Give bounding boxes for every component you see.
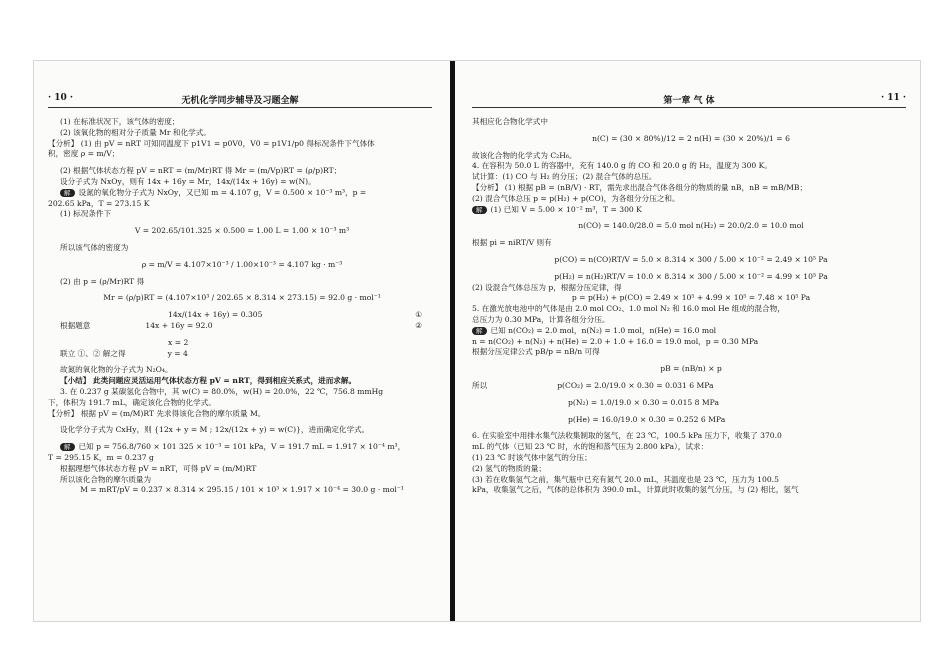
- text-line: 其相应化合物化学式中: [472, 117, 548, 126]
- equation-line: p(CO) = n(CO)RT/V = 5.0 × 8.314 × 300 / 5.00 × 10⁻² = 2.49 × 10⁵ Pa: [554, 254, 828, 264]
- question-line: 3. 在 0.237 g 某碳氢化合物中，其 w(C) = 80.0%，w(H) = 20.0%，22 ℃，756.8 mmHg: [60, 386, 384, 396]
- equation-line: M = mRT/pV = 0.237 × 8.314 × 295.15 / 101 × 10³ × 1.917 × 10⁻⁴ = 30.0 g · mol⁻¹: [80, 485, 404, 495]
- book-title: 无机化学同步辅导及习题全解: [181, 96, 299, 106]
- text-line: (2) 由 p = (ρ/Mr)RT 得: [60, 276, 145, 286]
- scanned-book-spread: [33, 60, 921, 622]
- solution-y: y = 4: [167, 348, 188, 358]
- text-line: 故氮的氧化物的分子式为 N₂O₄。: [60, 365, 173, 375]
- equation-line: n(CO) = 140.0/28.0 = 5.0 mol n(H₂) = 20.0/2.0 = 10.0 mol: [578, 221, 804, 231]
- question-line: 5. 在激光放电池中的气体是由 2.0 mol CO₂、1.0 mol N₂ 和 16.0 mol He 组成的混合物，: [472, 304, 785, 314]
- equation-line: p = p(H₂) + p(CO) = 2.49 × 10⁵ + 4.99 × 10⁵ = 7.48 × 10⁵ Pa: [571, 293, 811, 303]
- text-line: 【分析】 (1) 由 pV = nRT 可知同温度下 p1V1 = p0V0，V0 = p1V1/p0 得标况条件下气体体: [48, 138, 375, 148]
- solution-line: 解 已知 n(CO₂) = 2.0 mol，n(N₂) = 1.0 mol，n(He) = 16.0 mol: [472, 326, 910, 337]
- solution-line: 解 (1) 已知 V = 5.00 × 10⁻² m³，T = 300 K: [472, 205, 910, 216]
- equation-line: p(He) = 16.0/19.0 × 0.30 = 0.252 6 MPa: [568, 414, 726, 424]
- answer-tag: 解: [472, 206, 487, 214]
- text-line: 设分子式为 NxOy，则有 14x + 16y = Mr，14x/(14x + 16y) = w(N)。: [60, 176, 316, 186]
- text-line: 故该化合物的化学式为 C₂H₆。: [472, 150, 577, 160]
- question-line: 6. 在实验室中用排水集气法收集制取的氢气，在 23 ℃，100.5 kPa 压力下，收集了 370.0: [472, 431, 782, 441]
- right-page: [458, 61, 920, 621]
- right-page-number: · 11 ·: [880, 93, 906, 103]
- text-line: (2) 混合气体总压 p = p(H₂) + p(CO)，为各组分分压之和。: [472, 193, 680, 203]
- right-page-body: [472, 117, 910, 496]
- question-line: mL 的气体（已知 23 ℃ 时，水的饱和蒸气压为 2.800 kPa），试求：: [472, 442, 709, 452]
- chapter-title: 第一章 气 体: [663, 96, 715, 106]
- question-line: 总压力为 0.30 MPa，计算各组分分压。: [472, 314, 610, 324]
- eq-marker-2: ②: [415, 320, 422, 330]
- equation-line: n(C) = (30 × 80%)/12 = 2 n(H) = (30 × 20%)/1 = 6: [592, 133, 790, 143]
- text-line: 所以该气体的密度为: [60, 242, 129, 252]
- text-line: 设化学分子式为 CxHy，则 {12x + y = M ; 12x/(12x + y) = w(C)}，进而确定化学式。: [60, 425, 370, 435]
- question-line: 试计算：(1) CO 与 H₂ 的分压；(2) 混合气体的总压。: [472, 172, 657, 182]
- left-page: [34, 61, 446, 621]
- solve-row: 联立 ①、② 解之得 y = 4: [60, 348, 188, 358]
- text-line: 所以该化合物的摩尔质量为: [60, 474, 152, 484]
- text-line: 根据 pi = niRT/V 则有: [472, 238, 552, 248]
- equation-line: p(H₂) = n(H₂)RT/V = 10.0 × 8.314 × 300 / 5.00 × 10⁻² = 4.99 × 10⁵ Pa: [554, 271, 828, 281]
- answer-tag: 解: [60, 443, 75, 451]
- text-line: n = n(CO₂) + n(N₂) + n(He) = 2.0 + 1.0 + 16.0 = 19.0 mol，p = 0.30 MPa: [472, 336, 759, 346]
- system-eq-2-row: 根据题意 14x + 16y = 92.0 ②: [48, 321, 436, 332]
- question-line: (1) 23 ℃ 时该气体中氢气的分压；: [472, 452, 592, 462]
- equation-line: V = 202.65/101.325 × 0.500 = 1.00 L = 1.00 × 10⁻³ m³: [134, 226, 350, 236]
- left-page-body: [48, 117, 436, 496]
- summary-line: 【小结】 此类问题应灵活运用气体状态方程 pV = nRT，得到相应关系式，进而求解。: [60, 376, 357, 386]
- eq-marker-1: ①: [415, 310, 422, 320]
- left-page-header: [48, 91, 432, 108]
- question-line: kPa，收集氢气之后，气体的总体积为 390.0 mL，计算此时收集的氢气分压，与 (2) 相比，氢气: [472, 485, 799, 495]
- text-line: (1) 标况条件下: [60, 209, 112, 219]
- answer-tag: 解: [60, 189, 75, 197]
- result-row: 所以 p(CO₂) = 2.0/19.0 × 0.30 = 0.031 6 MPa: [472, 380, 714, 390]
- text-line: 【分析】 根据 pV = (m/M)RT 先求得该化合物的摩尔质量 M。: [48, 408, 266, 418]
- text-line: 积，密度 ρ = m/V；: [48, 149, 120, 159]
- equation-line: p(N₂) = 1.0/19.0 × 0.30 = 0.015 8 MPa: [568, 397, 719, 407]
- text-line: 【分析】 (1) 根据 pB = (nB/V) · RT，需先求出混合气体各组分的物质的量 nB，nB = mB/MB；: [472, 182, 808, 192]
- question-line: 下，体积为 191.7 mL，确定该化合物的化学式。: [48, 397, 216, 407]
- given-label: 根据题意: [60, 320, 91, 330]
- system-eq-1: 14x/(14x + 16y) = 0.305 ①: [168, 310, 422, 320]
- so-label: 所以: [472, 380, 488, 390]
- solution-line: 解 已知 p = 756.8/760 × 101 325 × 10⁻³ = 101 kPa，V = 191.7 mL = 1.917 × 10⁻⁴ m³，: [48, 442, 436, 453]
- question-line: (2) 氢气的物质的量；: [472, 463, 546, 473]
- equation-line: pB = (nB/n) × p: [660, 364, 722, 374]
- text-line: 202.65 kPa，T = 273.15 K: [48, 198, 150, 208]
- right-page-header: [472, 91, 906, 108]
- text-line: 根据分压定律公式 pB/p = nB/n 可得: [472, 347, 600, 357]
- answer-tag: 解: [472, 327, 487, 335]
- text-line: (2) 设混合气体总压为 p，根据分压定律，得: [472, 282, 622, 292]
- equation-line: Mr = (ρ/p)RT = (4.107×10³ / 202.65 × 8.314 × 273.15) = 92.0 g · mol⁻¹: [103, 293, 381, 303]
- question-line: (3) 若在收集氢气之前，集气瓶中已充有氮气 20.0 mL，其温度也是 23 ℃，压力为 100.5: [472, 474, 779, 484]
- question-line: 4. 在容积为 50.0 L 的容器中，充有 140.0 g 的 CO 和 20.0 g 的 H₂，温度为 300 K。: [472, 161, 772, 171]
- solution-x: x = 2: [168, 337, 189, 347]
- text-line: T = 295.15 K，m = 0.237 g: [48, 452, 154, 462]
- book-gutter: [450, 61, 455, 621]
- text-line: (2) 根据气体状态方程 pV = nRT = (m/Mr)RT 得 Mr = (m/Vp)RT = (ρ/p)RT；: [60, 166, 342, 176]
- text-line: (1) 在标准状况下，该气体的密度；: [60, 117, 180, 126]
- equation-line: ρ = m/V = 4.107×10⁻³ / 1.00×10⁻³ = 4.107 kg · m⁻³: [141, 259, 343, 269]
- text-line: (2) 该氧化物的相对分子质量 Mr 和化学式。: [60, 127, 211, 137]
- text-line: 根据理想气体状态方程 pV = nRT，可得 pV = (m/M)RT: [60, 463, 257, 473]
- solution-line: 解 设氮的氧化物分子式为 NxOy，又已知 m = 4.107 g，V = 0.500 × 10⁻³ m³，p =: [48, 188, 436, 199]
- left-page-number: · 10 ·: [48, 93, 74, 103]
